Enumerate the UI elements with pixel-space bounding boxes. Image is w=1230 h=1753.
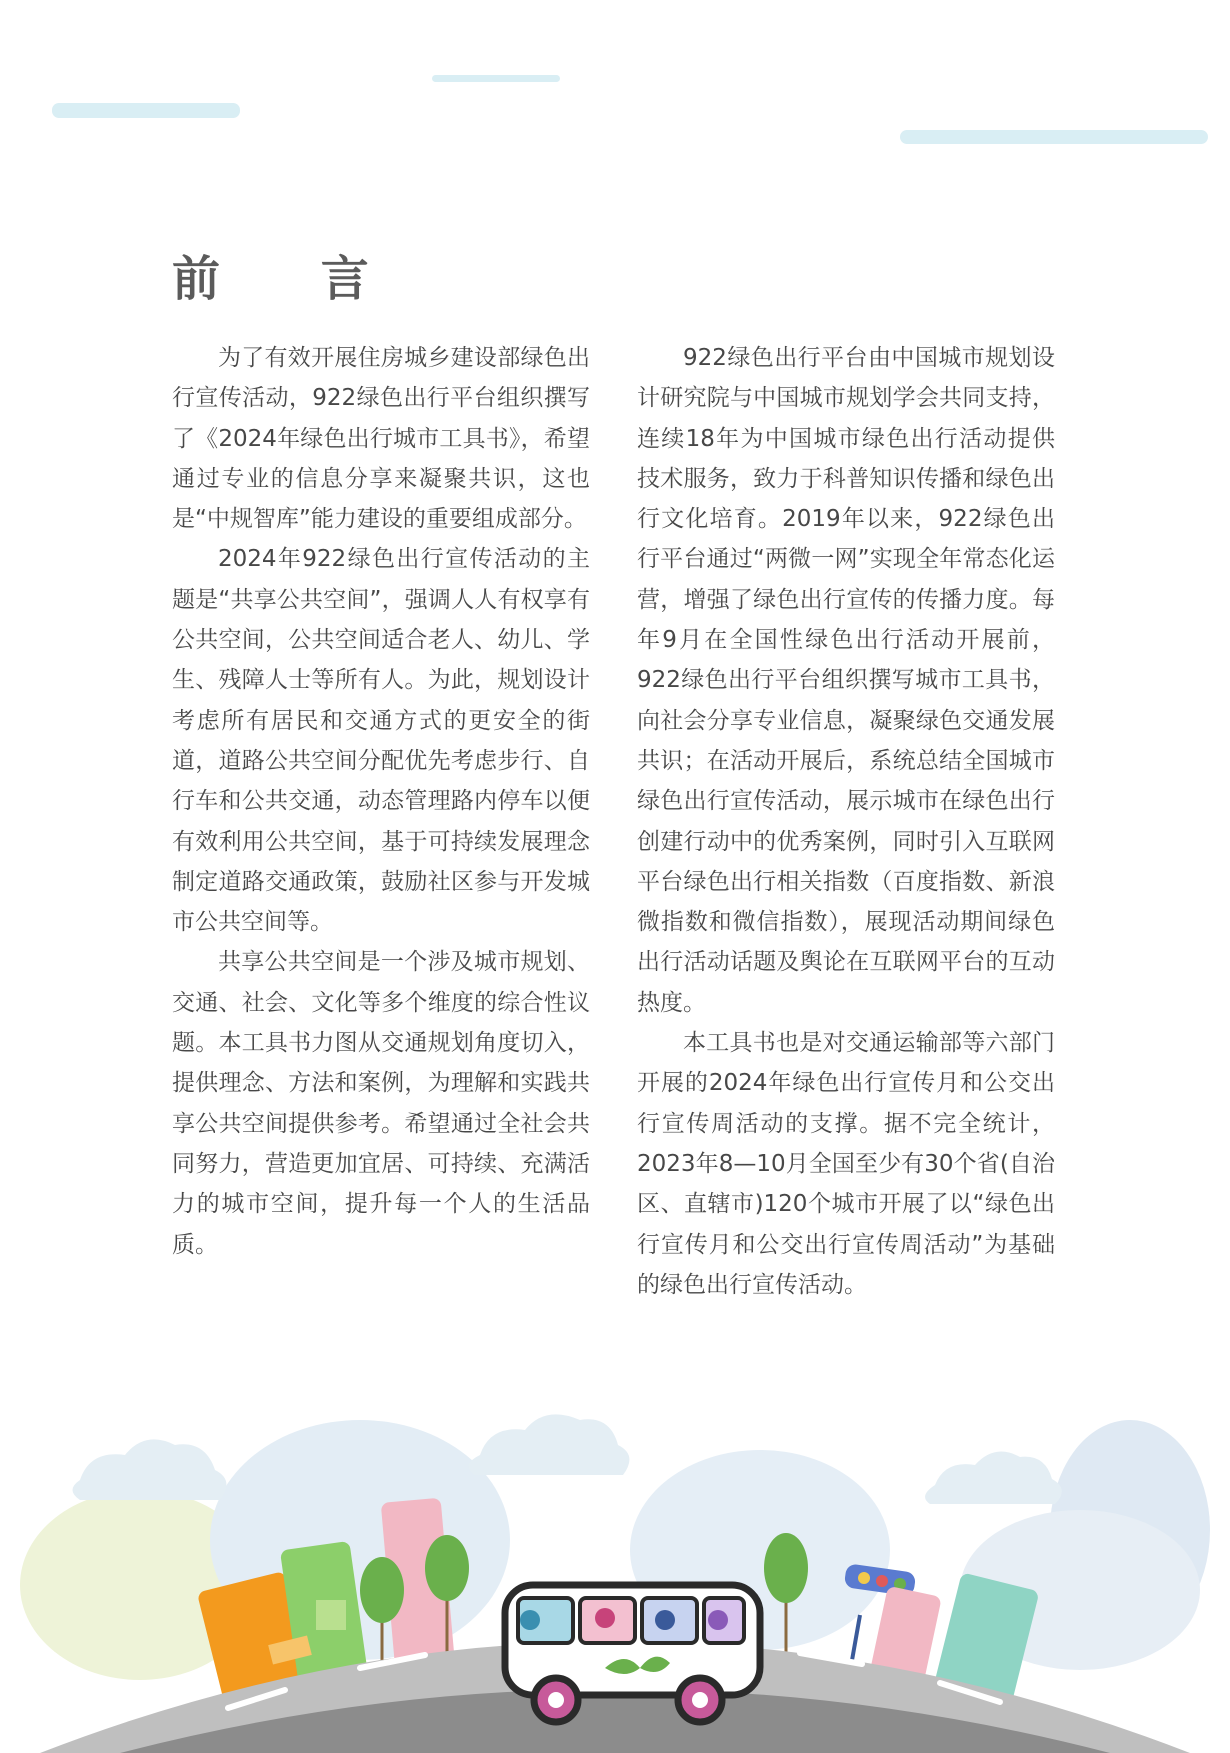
paragraph: 共享公共空间是一个涉及城市规划、交通、社会、文化等多个维度的综合性议题。本工具书力图从交通规划角度切入，提供理念、方法和案例，为理解和实践共享公共空间提供参考。希望通过全社会共同努力，营造更加宜居、可持续、充满活力的城市空间，提升每一个人的生活品质。 (172, 949, 590, 1258)
paragraph: 本工具书也是对交通运输部等六部门开展的2024年绿色出行宣传月和公交出行宣传周活动的支撑。据不完全统计，2023年8—10月全国至少有30个省(自治区、直辖市)120个城市开展了以“绿色出行宣传月和公交出行宣传周活动”为基础的绿色出行宣传活动。 (637, 1030, 1055, 1298)
right-text-column (637, 338, 1055, 1305)
green-travel-illustration (0, 1400, 1230, 1753)
paragraph: 为了有效开展住房城乡建设部绿色出行宣传活动，922绿色出行平台组织撰写了《2024年绿色出行城市工具书》，希望通过专业的信息分享来凝聚共识，这也是“中规智库”能力建设的重要组成部分。 (172, 345, 590, 533)
left-text-column (172, 338, 590, 1265)
paragraph: 922绿色出行平台由中国城市规划设计研究院与中国城市规划学会共同支持，连续18年为中国城市绿色出行活动提供技术服务，致力于科普知识传播和绿色出行文化培育。2019年以来，922绿色出行平台通过“两微一网”实现全年常态化运营，增强了绿色出行宣传的传播力度。每年9月在全国性绿色出行活动开展前，922绿色出行平台组织撰写城市工具书，向社会分享专业信息，凝聚绿色交通发展共识；在活动开展后，系统总结全国城市绿色出行宣传活动，展示城市在绿色出行创建行动中的优秀案例，同时引入互联网平台绿色出行相关指数（百度指数、新浪微指数和微信指数），展现活动期间绿色出行活动话题及舆论在互联网平台的互动热度。 (637, 345, 1055, 1016)
top-deco-bar-center (432, 75, 560, 82)
paragraph: 2024年922绿色出行宣传活动的主题是“共享公共空间”，强调人人有权享有公共空间，公共空间适合老人、幼儿、学生、残障人士等所有人。为此，规划设计考虑所有居民和交通方式的更安全的街道，道路公共空间分配优先考虑步行、自行车和公共交通，动态管理路内停车以便有效利用公共空间，基于可持续发展理念制定道路交通政策，鼓励社区参与开发城市公共空间等。 (172, 546, 590, 936)
top-deco-bar-right (900, 130, 1208, 144)
page-title: 前 言 (172, 251, 411, 307)
top-deco-bar-left (52, 103, 240, 118)
